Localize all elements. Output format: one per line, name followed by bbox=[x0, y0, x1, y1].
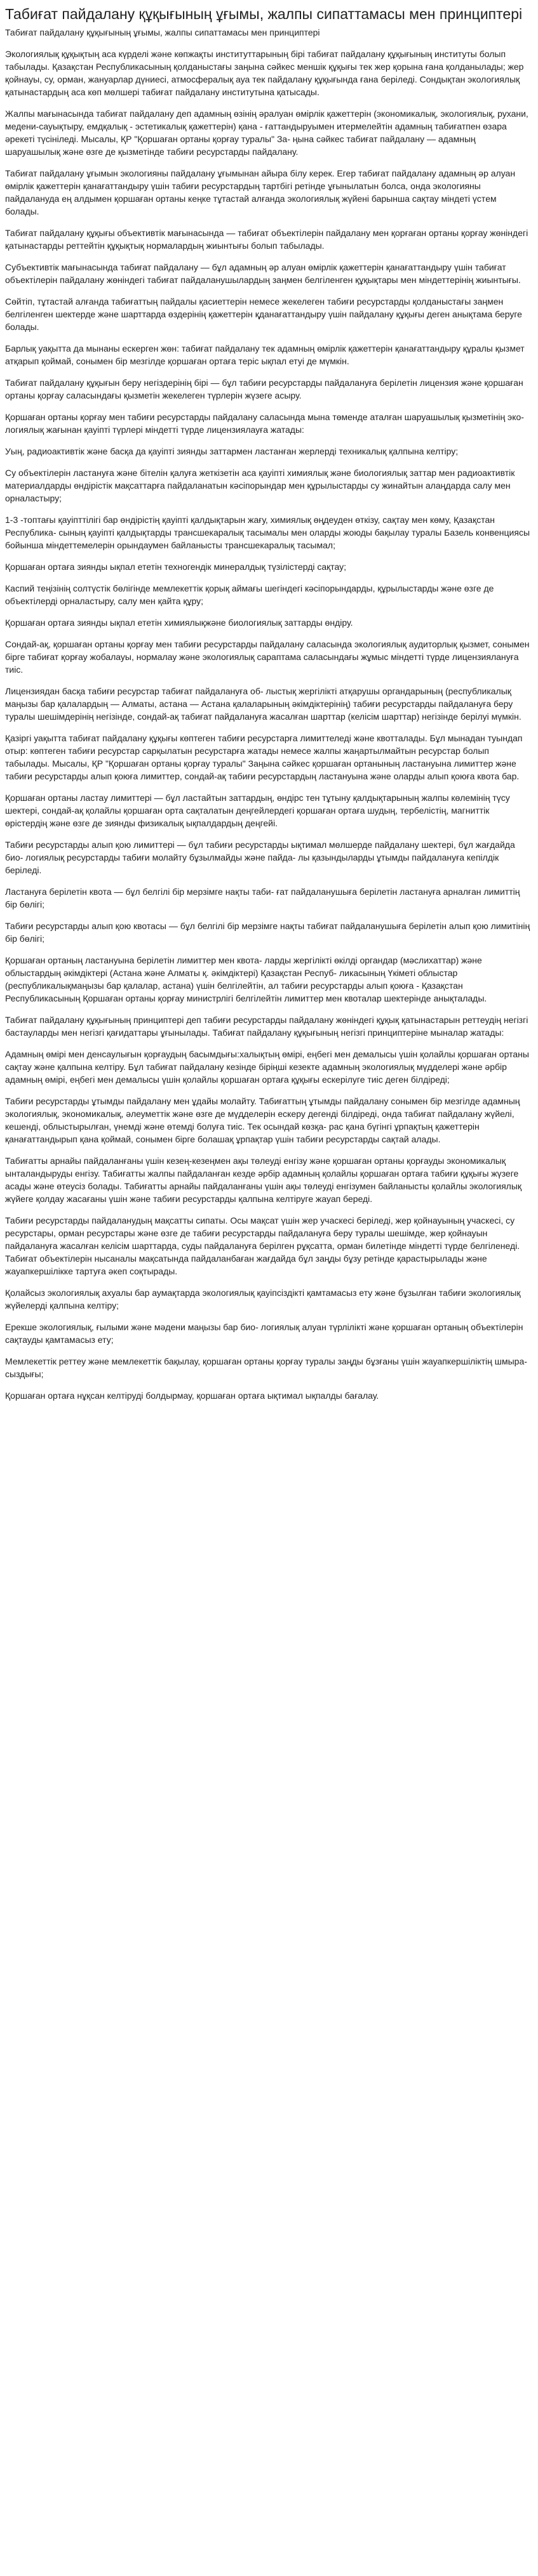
paragraph: Табиғат пайдалану құқығы объективтік мағынасында — табиғат объектілерін пайдалану мен қорғаған ортаны қорғау жөніндегі қатынастарды реттейтін құқықтық нормалардың жиынтығы болып табылады. bbox=[5, 228, 528, 251]
paragraph: Табиғи ресурстарды ұтымды пайдалану мен ұдайы молайту. Табиғаттың ұтымды пайдалану сонымен бір мезгілде адамның экологиялық, экономикалық, әлеуметтік және өзге де мүдделерін ескеру дегенді білдіреді, онда табиғат пайдалану жүйелі, кешенді, облыстырылған, үнемді және өтемді болуға тиіс. Тек осындай көзқа- рас қана бүгінгі ұрпақтың қажеттерін қанағаттандырып қана қоймай, сонымен бірге болашақ ұрпақтар үшін табиғи ресурстарды сақтай алады. bbox=[5, 1096, 520, 1144]
paragraph: Сөйтіп, тұтастай алғанда табиғаттың пайдалы қасиеттерін немесе жекелеген табиғи ресурстарды қолданыстағы заңмен белгіленген шектерде және шарттарда өздерінің қажеттерін қданағаттандыру үшін пайдалану құқығы деген анықтама беруге болады. bbox=[5, 296, 522, 332]
paragraph: Уың, радиоактивтік және басқа да қауіпті зиянды заттармен ластанған жерлерді техникалық қалпына келтіру; bbox=[5, 446, 459, 456]
paragraph: Каспий теңізінің солтүстік бөлігінде мемлекеттік қорық аймағы шегіндегі кәсіпорындарды, құрылыстарды және өзге де объектілерді орналастыру, салу мен қайта құру; bbox=[5, 583, 494, 606]
paragraph: Ластануға берілетін квота — бұл белгілі бір мерзімге нақты таби- ғат пайдаланушыға берілетін ластануға арналған лимиттің бір бөлігі; bbox=[5, 887, 520, 909]
paragraph: Қоршаған ортаны қорғау мен табиғи ресурстарды пайдалану саласында мына төменде аталған шаруашылық қызметінің эко- логиялық жағынан қауіпті түрлері міндетті түрде лицензиялауға жатады: bbox=[5, 412, 524, 435]
paragraph: Қоршаған ортаны ластау лимиттері — бұл ластайтын заттардың, өндірс тен тұтыну қалдықтарының жалпы көлемінің түсу шектері, сондай-ақ қолайлы қоршаған орта сақталатын деңгейлердегі қоршаған ортаға шудың, тербелістің, магниттік өрістердің және өзге де зиянды физикалық ықпалдардың деңгейі. bbox=[5, 793, 510, 828]
paragraph: Табиғи ресурстарды алып қою квотасы — бұл белгілі бір мерзімге нақты табиғат пайдаланушыға берілетін алып қою лимитінің бір бөлігі; bbox=[5, 921, 530, 944]
paragraph: Адамның өмірі мен денсаулығын қорғаудың басымдығы:халықтың өмірі, еңбегі мен демалысы үшін қолайлы қоршаған ортаны сақтау және қалпына келтіру. Бұл табиғат пайдалану кезінде біріңші кезекте адамның экологиялық мүдделері және әрбір адамның өмірі, еңбегі мен демалысы үшін қолайлы қоршаған ортаға құқығы ескерілуге тиіс деген білдіреді; bbox=[5, 1049, 529, 1085]
article-body bbox=[5, 48, 533, 1402]
paragraph: Табиғатты арнайы пайдаланғаны үшін кезең-кезеңмен ақы төлеуді енгізу және қоршаған ортаны қорғауды экономикалық ынталандыруды енгізу. Табиғатты жалпы пайдаланған кезде әрбір адамның қолайлы қоршаған ортаға табиғи құқығы жүзеге асады және өтеусіз болады. Табиғатты арнайы пайдаланғаны үшін ақы төлеуді енгізумен байланысты қолайлы экологиялық жүйеге қолдау жасағаны үшін және табиғи ресурстарды қалпына келтіруге жауап береді. bbox=[5, 1156, 522, 1204]
paragraph: Су объектілерін ластануға және бітелін қалуға жеткізетін аса қауіпті химиялық және биологиялық заттар мен радиоактивтік материалдарды өндірістік мақсаттарға пайдаланатын кәсіпорындар мен құрылыстарды су жинайтын алаңдарда салу мен орналастыру; bbox=[5, 468, 515, 503]
paragraph: 1-3 -топтағы қауіпттілігі бар өндірістің қауіпті қалдықтарын жағу, химиялық өңдеуден өткізу, сақтау мен көму, Қазақстан Республика- сының қауіпті қалдықтарды трансшекаралық тасымалы мен оларды жоюды бақылау туралы Базель конвенциясы бойынша міндеттемелерін орындаумен байланысты трансшекаралық тасымал; bbox=[5, 515, 530, 550]
paragraph: Табиғи ресурстарды алып қою лимиттері — бұл табиғи ресурстарды ықтимал мөлшерде пайдалану шектері, бұл жағдайда био- логиялық ресурстарды табиғи молайту бұзылмайды және пайда- лы қазындыларды ұтымды пайдалануға кепілдік беріледі. bbox=[5, 840, 515, 875]
paragraph: Қоршаған ортаға зиянды ықпал ететін техногендік минералдық түзілістерді сақтау; bbox=[5, 562, 347, 572]
paragraph: Экологиялық құқықтың аса күрделі және көпжақты институттарының бірі табиғат пайдалану құқығының институты болып табылады. Қазақстан Республикасының қолданыстағы заңына сәйкес меншік құқығы тек жер қорына ғана қолданылады; жер қойнауы, су, орман, жануарлар дүниесі, атмосфералық ауа тек пайдалану құқығында ғана беріледі. Сондықтан экологиялық қатынастардың аса көп мөлшері табиғат пайдалану институтына қатысады. bbox=[5, 49, 524, 97]
paragraph: Жалпы мағынасында табиғат пайдалану деп адамның өзінің әралуан өмірлік қажеттерін (экономикалық, экологиялық, рухани, медени-сауықтыру, емдқалық - эстетикалық қажеттерін) қана - ғаттандыруымен итермелейтін адамның табиғатпен өзара әрекеті түсініледі. Мысалы, ҚР "Қоршаған ортаны қорғау туралы" За- ңына сәйкес табиғат пайдалану — адамның шаруашылық және өзге де қызметінде табиғи ресурстарды пайдалану. bbox=[5, 109, 528, 157]
paragraph: Табиғи ресурстарды пайдаланудың мақсатты сипаты. Осы мақсат үшін жер учаскесі беріледі, жер қойнауының учаскесі, су ресурстары, орман ресурстары және өзге де табиғи ресурстарды пайдалануға беру туралы шешімде, жер қойнауын пайдалануға жасалған келісім шарттарда, суды пайдалануға берілген рұқсатта, орман билетінде міндетті түрде белгіленеді. Табиғат объектілерін нысаналы мақсатында пайдаланбаған жағдайда бұл заңды бұзу ретінде қарастырылады және жауапкершілікке тартуға әкеп соқтырады. bbox=[5, 1215, 520, 1276]
paragraph: Табиғат пайдалану құқығының принциптері деп табиғи ресурстарды пайдалану жөніндегі құқық қатынастарын реттеудің негізгі бастауларды мен негізгі қағидаттары ұғынылады. Табиғат пайдалану құқығының негізгі принциптеріне мыналар жатады: bbox=[5, 1015, 528, 1038]
paragraph: Ерекше экологиялық, ғылыми және мәдени маңызы бар био- логиялық алуан түрлілікті және қоршаған ортаның объектілерін сақтауды қамтамасыз ету; bbox=[5, 1322, 523, 1345]
paragraph: Лицензиядан басқа табиғи ресурстар табиғат пайдалануға об- лыстық жергілікті атқарушы органдарының (республикалық маңызы бар қалалардың — Алматы, астана — Астана қалаларының әкімдіктерінің) табиғи ресурстарды пайдалануға беру туралы шешімдерінің негізінде, сондай-ақ табиғат пайдалануға жасалған шарттар (келісім шарттар) негізінде берілуі мүмкін. bbox=[5, 686, 521, 722]
paragraph: Барлық уақытта да мынаны ескерген жөн: табиғат пайдалану тек адамның өмірлік қажеттерін қанағаттандыру құралы қызмет атқарып қоймай, сонымен бір мезгілде қоршаған ортаға теріс ықпал етуі де мүмкін. bbox=[5, 343, 525, 366]
paragraph: Табиғат пайдалану ұғымын экологияны пайдалану ұғымынан айыра білу керек. Егер табиғат пайдалану адамның әр алуан өмірлік қажеттерін қанағаттандыру үшін табиғи ресурстардың тартбігі ретінде ұғынылатын болса, онда экологияны пайдалануда ең алдымен қоршаған ортаны кеңке тұтастай алғанда экологиялық жүйені барынша сақтау міндеті үстем болады. bbox=[5, 168, 516, 216]
paragraph: Мемлекеттік реттеу және мемлекеттік бақылау, қоршаған ортаны қорғау туралы заңды бұзғаны үшін жауапкершіліктің шмыра- сыздығы; bbox=[5, 1356, 527, 1379]
paragraph: Қоршаған ортаға зиянды ықпал ететін химиялықжәне биологиялық заттарды өндіру. bbox=[5, 618, 353, 628]
paragraph: Табиғат пайдалану құқығын беру негіздерінің бірі — бұл табиғи ресурстарды пайдалануға берілетін лицензия және қоршаған ортаны қорғау саласындағы қызметін жекелеген түрлерін жүзеге асыру. bbox=[5, 378, 523, 400]
paragraph: Қазіргі уақытта табиғат пайдалану құқығы көптеген табиғи ресурстарға лимиттеледі және квотталады. Бұл мынадан туындап отыр: көптеген табиғи ресурстар сарқылатын ресурстарға жатады немесе жалпы жаңартылмайтын ресурстар болып табылады. Мысалы, ҚР "Қоршаған ортаны қорғау туралы" Заңына сәйкес қоршаған ортанының ластануына лимиттер және табиғи ресурстарды алып қоюға лимиттер, сондай-ақ табиғи ресурстардың ластануына және оларды алып қоюға квота бар. bbox=[5, 733, 523, 781]
paragraph: Қоршаған ортаның ластануына берілетін лимиттер мен квота- ларды жергілікті өкілді органдар (мәслихаттар) және облыстардың әкімдіктері (Астана және Алматы қ. әкімдіктері) Қазақстан Респуб- ликасының Үкіметі облыстар (республикалықмаңызы бар қалалар, астана) үшін белгілейтін, ал табиғи ресурстарды алып қоюға - Қазақстан Республикасының Қоршаған ортаны қорғау министрлігі белгілейтін лимиттер мен квоталар шектерінде анықталады. bbox=[5, 955, 487, 1003]
paragraph: Сондай-ақ, қоршаған ортаны қорғау мен табиғи ресурстарды пайдалану саласында экологиялық аудиторлық қызмет, сонымен бірге табиғат қорғау жобалауы, нормалау және экологиялық сараптама саласындағы жұмыс міндетті түрде лицензиялануға тиіс. bbox=[5, 639, 530, 675]
paragraph: Қоршаған ортаға нұқсан келтіруді болдырмау, қоршаған ортаға ықтимал ықпалды бағалау. bbox=[5, 1390, 379, 1401]
page-title: Табиғат пайдалану құқығының ұғымы, жалпы сипаттамасы мен принциптері bbox=[5, 6, 523, 22]
paragraph: Қолайсыз экологиялық ахуалы бар аумақтарда экологиялық қауіпсіздікті қамтамасыз ету және бұзылған табиғи экологиялық жүйелерді қалпына келтіру; bbox=[5, 1288, 521, 1311]
article-subtitle: Табиғат пайдалану құқығының ұғымы, жалпы сипаттамасы мен принциптері bbox=[5, 27, 320, 37]
paragraph: Субъективтік мағынасында табиғат пайдалану — бұл адамның әр алуан өмірлік қажеттерін қанағаттандыру үшін табиғат объектілерін пайдалану жөніндегі табиғат пайдаланушылардың заңмен белгіленген құқықтары мен міндеттерінің жиынтығы. bbox=[5, 262, 521, 285]
